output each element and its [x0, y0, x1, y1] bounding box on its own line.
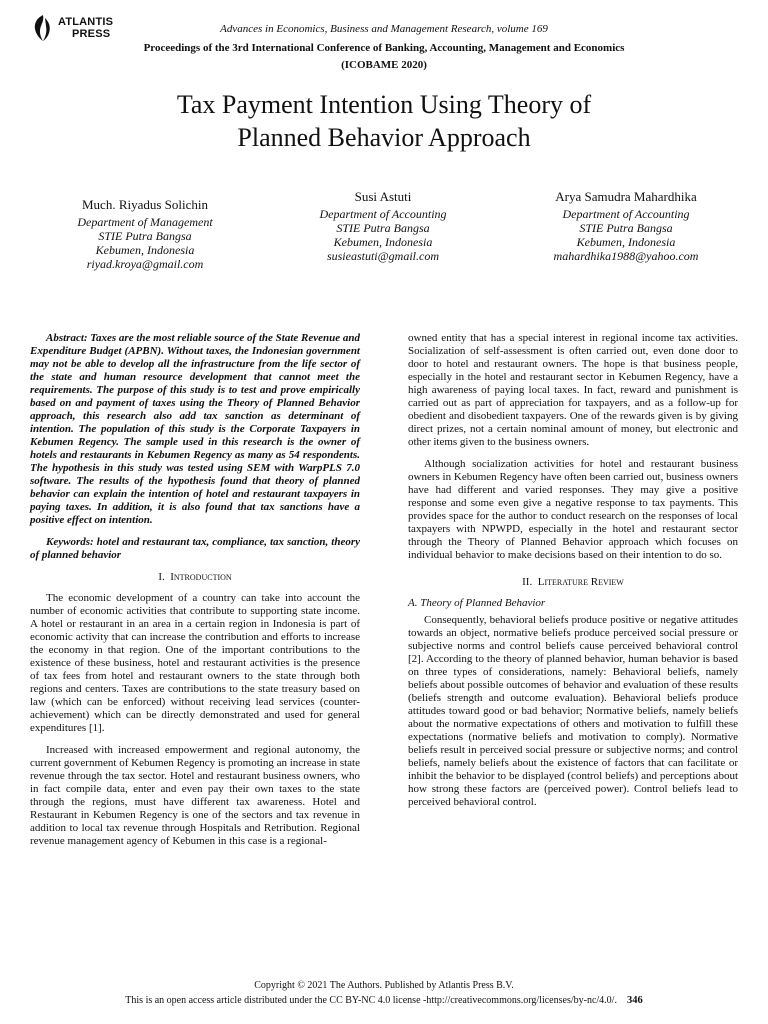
left-column	[30, 332, 360, 857]
section-number: I.	[158, 571, 165, 583]
logo-line-2: PRESS	[72, 28, 111, 40]
tpb-paragraph: Consequently, behavioral beliefs produce positive or negative attitudes towards an object, normative beliefs produce perceived social pressure or subjective norms and control beliefs cause perceived behavioral control [2]. According to the theory of planned behavior, human behavior is based on three types of considerations, namely: Behavioral beliefs, namely beliefs about possible outcomes of behavior and evaluation of these results (beliefs strength and outcome evaluation). Behavioral beliefs produce attitudes toward good or bad behavior; Normative beliefs, namely beliefs about the normative expectations of others and motivation to fulfill these expectations (normative beliefs and motivation to comply). Normative beliefs result in perceived social pressure or subjective norms; and control beliefs, namely beliefs about the existence of factors that can facilitate or inhibit the behavior to be displayed (control beliefs) and perceptions about how strong these factors are (perceived power). Control beliefs lead to perceived behavioral control.	[408, 614, 738, 808]
section-title: Introduction	[170, 571, 232, 583]
author-inst: STIE Putra Bangsa	[336, 221, 430, 235]
right-column	[408, 332, 738, 818]
author-inst: STIE Putra Bangsa	[579, 221, 673, 235]
author-dept: Department of Management	[77, 215, 213, 229]
license-text[interactable]: This is an open access article distributed under the CC BY-NC 4.0 license -http://creativecommons.org/licenses/by-nc/4.0/.	[125, 995, 617, 1006]
continued-paragraph: owned entity that has a special interest in regional income tax activities. Socialization of self-assessment is often carried out, even done door to door to hotel and restaurant owners. The hope is that business people, especially in the hotel and restaurant sector in Kebumen Regency, have a high awareness of paying local taxes. In fact, reward and punishment is carried out as part of appreciation for taxpayers, and as a follow-up for obedient and disobedient taxpayers. One of the rewards given is by giving direct prizes, not a certain nominal amount of money, but electronic and other items given to the business owners.	[408, 332, 738, 448]
subsection-heading-tpb: A. Theory of Planned Behavior	[408, 597, 546, 609]
author-name: Arya Samudra Mahardhika	[555, 189, 697, 204]
author-location: Kebumen, Indonesia	[333, 235, 433, 249]
author-block-1	[40, 198, 250, 271]
abstract	[30, 332, 360, 562]
section-title: Literature Review	[537, 576, 624, 588]
author-email[interactable]: mahardhika1988@yahoo.com	[553, 249, 699, 263]
author-email[interactable]: susieastuti@gmail.com	[326, 249, 440, 263]
intro-paragraph-2: Increased with increased empowerment and regional autonomy, the current government of Kebumen Regency is promoting an increase in state revenue through the tax sector. Hotel and restaurant business owners, who in fact compile data, enter and even pay their own taxes to the state through the regions, must have different tax awareness. Hotel and Restaurant in Kebumen Regency is one of the sectors and tax revenue in addition to local tax revenue through Hospitals and Retribution. Regional revenue management agency of Kebumen in this case is a regional-	[30, 744, 360, 847]
logo-line-1: ATLANTIS	[58, 16, 114, 28]
abstract-text: Abstract: Taxes are the most reliable source of the State Revenue and Expenditure Budget (APBN). Without taxes, the Indonesian government may not be able to develop all the infrastructure from the life sector of the state and human resource development that cannot meet the requirements. The purpose of this study is to test and prove empirically based on and payment of taxes using the Theory of Planned Behavior approach, this research also add tax sanction as determinant of intention. The population of this study is the Corporate Taxpayers in Kebumen Regency. The sample used in this research is the owner of hotels and restaurants in Kebumen Regency as many as 54 respondents. The hypothesis in this study was tested using SEM with WarpPLS 7.0 software. The results of the hypothesis found that theory of planned behavior can explain the intention of hotel and restaurant taxpayers in paying taxes. In addition, it is also found that tax sanctions have a positive effect on intention.	[30, 332, 360, 526]
title-line-1: Tax Payment Intention Using Theory of	[176, 90, 592, 119]
series-header: Advances in Economics, Business and Management Research, volume 169	[220, 23, 548, 35]
section-heading-introduction	[30, 571, 360, 584]
intro-paragraph-1: The economic development of a country can take into account the number of economic activities that contribute to supporting state income. A hotel or restaurant in an area in a certain region in Indonesia is part of economic activity that can increase the contribution and efforts to increase the economy in that region. One of the important contributions to the existence of these business, hotel and restaurant activities is the presence of tax fees from hotel and restaurant owners to the state through both regions and centers. Taxes are contributions to the state treasury based on law (which can be enforced) without receiving lead services (counter-achievement) which can be directly demonstrated and used for general expenditures [1].	[30, 592, 360, 734]
author-block-2	[278, 190, 488, 263]
socialization-paragraph: Although socialization activities for hotel and restaurant business owners in Kebumen Regency have often been carried out, business owners have had different and varied responses. They may give a positive response and some even give a negative response to tax payments. This provides space for the author to conduct research on the responses of local taxpayers with NPWPD, especially in the hotel and restaurant sector through the Theory of Planned Behavior approach which focuses on individual behavior to make decisions based on their intention to do so.	[408, 458, 738, 561]
footer-copyright: Copyright © 2021 The Authors. Published by Atlantis Press B.V.	[254, 980, 514, 991]
footer-license	[0, 995, 768, 1006]
author-location: Kebumen, Indonesia	[576, 235, 676, 249]
author-dept: Department of Accounting	[562, 207, 690, 221]
author-dept: Department of Accounting	[319, 207, 447, 221]
author-block-3	[516, 190, 736, 263]
author-email[interactable]: riyad.kroya@gmail.com	[86, 257, 204, 271]
proceedings-header: Proceedings of the 3rd International Conference of Banking, Accounting, Management and Economics (ICOBAME 2020)	[143, 42, 625, 71]
paper-title	[80, 88, 688, 154]
section-number: II.	[522, 576, 533, 588]
author-location: Kebumen, Indonesia	[95, 243, 195, 257]
author-name: Much. Riyadus Solichin	[81, 197, 209, 212]
section-heading-literature-review	[408, 576, 738, 589]
author-name: Susi Astuti	[354, 189, 412, 204]
title-line-2: Planned Behavior Approach	[237, 123, 531, 152]
author-inst: STIE Putra Bangsa	[98, 229, 192, 243]
page-number: 346	[626, 995, 643, 1006]
keywords: Keywords: hotel and restaurant tax, compliance, tax sanction, theory of planned behavior	[30, 536, 360, 561]
